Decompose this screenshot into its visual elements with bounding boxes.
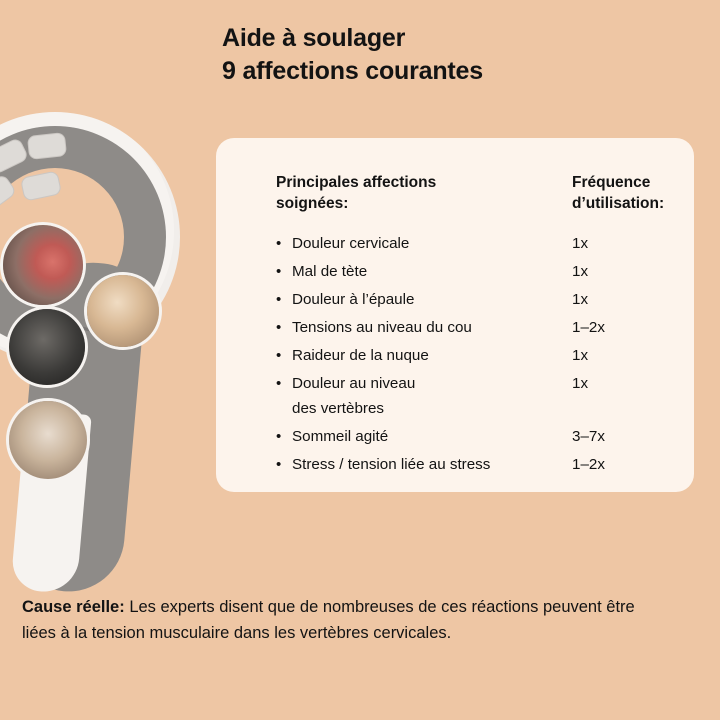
condition-label-text: Raideur de la nuque bbox=[292, 346, 429, 364]
bullet-icon: • bbox=[276, 262, 282, 280]
condition-frequency: 1–2x bbox=[572, 455, 605, 473]
bullet-icon: • bbox=[276, 318, 282, 336]
condition-label bbox=[292, 424, 572, 449]
condition-frequency: 3–7x bbox=[572, 427, 605, 445]
condition-label-text: Stress / tension liée au stress bbox=[292, 455, 491, 473]
column-heading-conditions bbox=[276, 172, 572, 215]
bullet-icon: • bbox=[276, 455, 282, 473]
column-heading-frequency-line-1: Fréquence bbox=[572, 174, 651, 191]
footer-note bbox=[22, 594, 672, 647]
photo-image bbox=[3, 225, 83, 305]
list-item bbox=[276, 452, 672, 477]
condition-label bbox=[292, 259, 572, 284]
condition-label-text: Mal de tète bbox=[292, 262, 368, 280]
condition-frequency: 1x bbox=[572, 234, 589, 252]
list-item bbox=[276, 371, 672, 421]
list-item bbox=[276, 315, 672, 340]
bullet-icon: • bbox=[276, 290, 282, 308]
conditions-card bbox=[216, 138, 694, 492]
condition-label bbox=[292, 231, 572, 256]
condition-label-text: Tensions au niveau du cou bbox=[292, 318, 472, 336]
page-title-heading bbox=[222, 22, 692, 88]
page-title bbox=[222, 22, 692, 88]
photo-image bbox=[9, 401, 87, 479]
column-heading-conditions-line-1: Principales affections bbox=[276, 174, 437, 191]
column-heading-frequency-line-2: d’utilisation: bbox=[572, 195, 665, 213]
bullet-icon: • bbox=[276, 374, 282, 392]
bullet-icon: • bbox=[276, 346, 282, 364]
page-title-line-1: Aide à soulager bbox=[222, 24, 406, 52]
device-electrode-pad bbox=[27, 132, 67, 160]
list-item bbox=[276, 259, 672, 284]
condition-label bbox=[292, 452, 572, 477]
condition-label-subtext: des vertèbres bbox=[292, 399, 385, 417]
condition-label-text: Douleur cervicale bbox=[292, 234, 410, 252]
condition-frequency: 1–2x bbox=[572, 318, 605, 336]
list-item bbox=[276, 231, 672, 256]
footer-lead: Cause réelle: bbox=[22, 598, 125, 616]
condition-frequency: 1x bbox=[572, 374, 589, 392]
photo-headache bbox=[84, 272, 162, 350]
condition-label bbox=[292, 287, 572, 312]
column-heading-conditions-line-2: soignées: bbox=[276, 195, 349, 213]
photo-neck-pain bbox=[0, 222, 86, 308]
footer-text: Les experts disent que de nombreuses de ces réactions peuvent être liées à la tension musculaire dans les vertèbres cervicales. bbox=[22, 598, 635, 643]
photo-image bbox=[87, 275, 159, 347]
condition-label bbox=[292, 315, 572, 340]
list-item bbox=[276, 287, 672, 312]
condition-label-text: Sommeil agité bbox=[292, 427, 389, 445]
photo-shoulder-pain bbox=[6, 306, 88, 388]
page-title-line-2: 9 affections courantes bbox=[222, 57, 483, 85]
card-column-headings bbox=[276, 172, 672, 215]
condition-frequency: 1x bbox=[572, 290, 589, 308]
conditions-list bbox=[276, 231, 672, 477]
bullet-icon: • bbox=[276, 234, 282, 252]
bullet-icon: • bbox=[276, 427, 282, 445]
condition-label-text: Douleur à l’épaule bbox=[292, 290, 415, 308]
condition-label bbox=[292, 371, 572, 421]
list-item bbox=[276, 424, 672, 449]
condition-label-text: Douleur au niveau bbox=[292, 374, 416, 392]
condition-label bbox=[292, 343, 572, 368]
column-heading-frequency bbox=[572, 172, 664, 215]
condition-frequency: 1x bbox=[572, 346, 589, 364]
list-item bbox=[276, 343, 672, 368]
condition-frequency: 1x bbox=[572, 262, 589, 280]
photo-back-pain bbox=[6, 398, 90, 482]
photo-image bbox=[9, 309, 85, 385]
